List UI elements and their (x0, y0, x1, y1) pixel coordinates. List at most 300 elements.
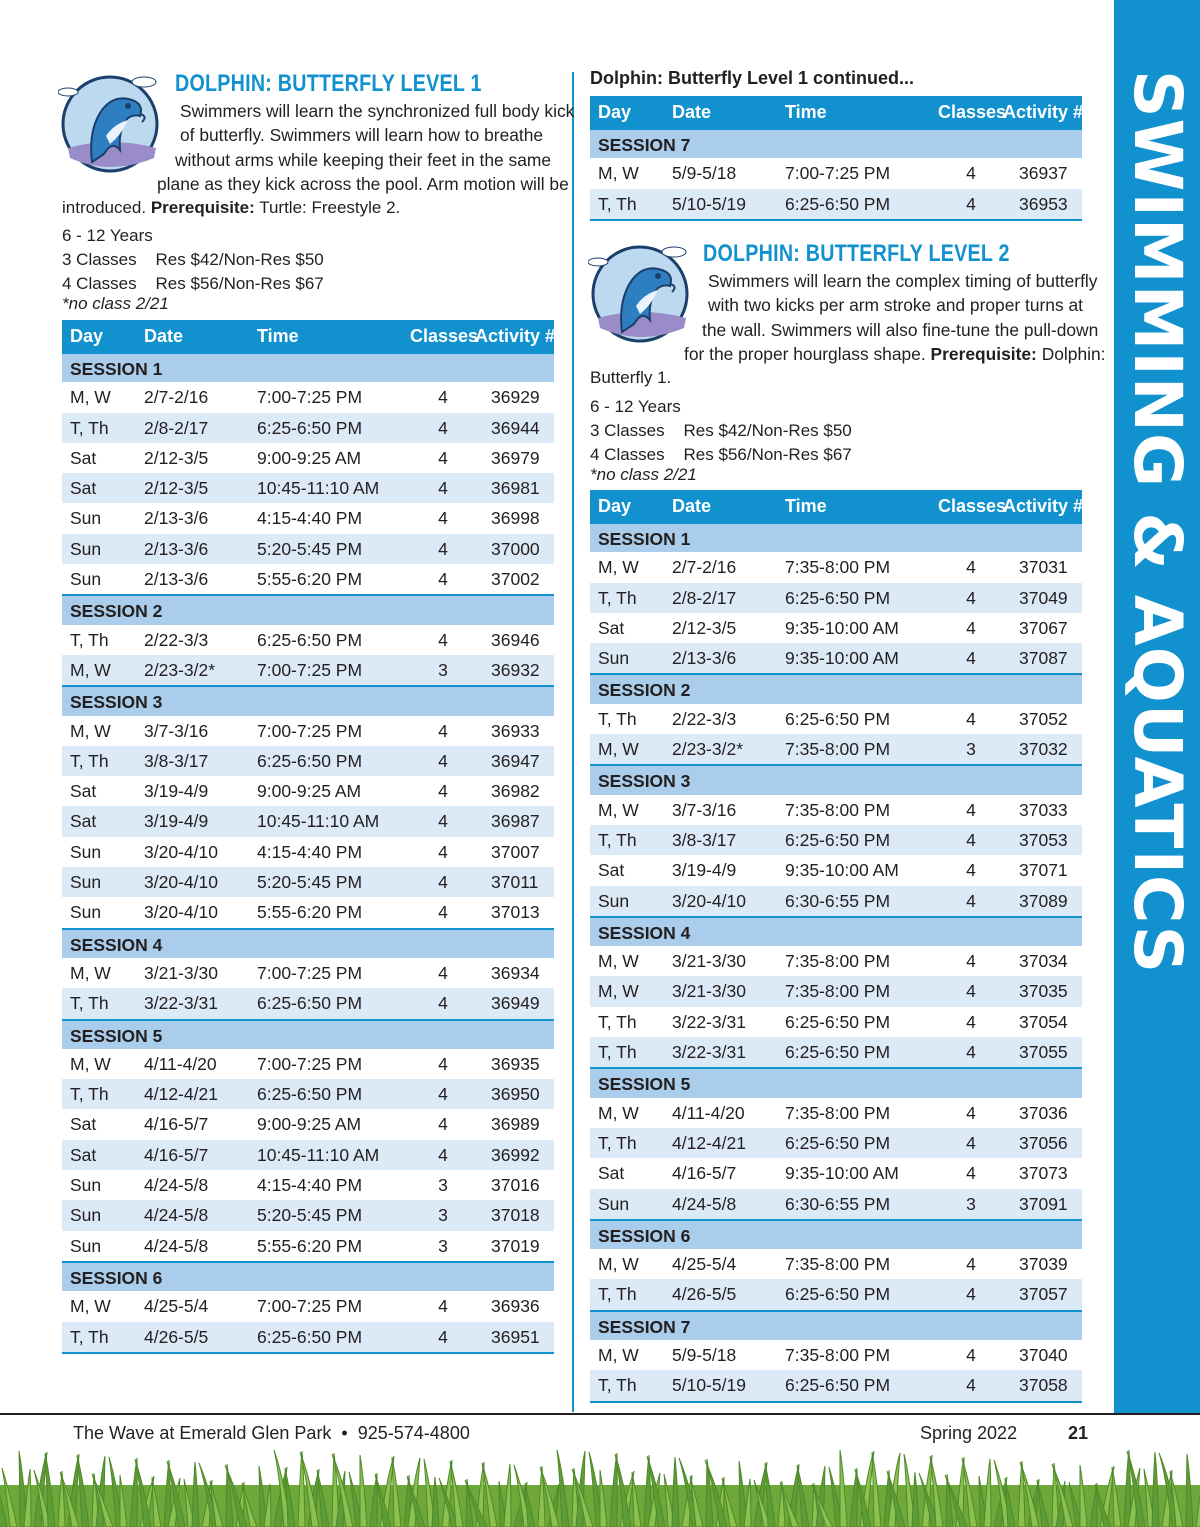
cell-time: 7:35-8:00 PM (785, 799, 891, 820)
table-row (62, 443, 554, 473)
cell-activity: 36982 (491, 781, 540, 802)
cell-day: T, Th (70, 1084, 109, 1105)
cell-date: 4/16-5/7 (144, 1144, 209, 1165)
cell-day: Sun (70, 902, 102, 923)
cell-day: Sat (70, 781, 97, 802)
cell-day: T, Th (598, 1011, 637, 1032)
side-banner (1114, 70, 1200, 975)
header-day: Day (70, 326, 104, 346)
table-row (590, 1098, 1082, 1128)
cell-activity: 37091 (1019, 1193, 1068, 1214)
cell-day: Sun (70, 872, 102, 893)
session-label: SESSION 4 (70, 934, 163, 955)
cell-day: Sat (598, 1163, 625, 1184)
cell-date: 4/11-4/20 (144, 1053, 217, 1074)
cell-activity: 36998 (491, 508, 540, 529)
cell-classes: 4 (438, 872, 448, 893)
cell-date: 3/21-3/30 (144, 962, 218, 983)
cell-date: 2/12-3/5 (144, 447, 209, 468)
cell-activity: 37067 (1019, 617, 1068, 638)
cell-day: M, W (598, 557, 639, 578)
footer-venue-phone: The Wave at Emerald Glen Park • 925-574-4800 (73, 1423, 470, 1443)
cell-time: 9:35-10:00 AM (785, 648, 899, 669)
cell-classes: 4 (966, 1132, 976, 1153)
cell-time: 9:35-10:00 AM (785, 1163, 899, 1184)
cell-date: 3/21-3/30 (672, 951, 746, 972)
cell-day: M, W (598, 1345, 639, 1366)
session-row (62, 1261, 554, 1291)
session-label: SESSION 7 (598, 135, 691, 155)
table-row (590, 734, 1082, 764)
table-header-row (590, 490, 1082, 522)
cell-date: 4/24-5/8 (144, 1175, 209, 1196)
level2-description (680, 269, 1106, 366)
table-row (62, 503, 554, 533)
session-row (62, 685, 554, 715)
cell-day: T, Th (598, 1375, 637, 1396)
cell-time: 6:25-6:50 PM (785, 1042, 891, 1063)
column-divider (572, 72, 574, 1412)
level1-description (150, 99, 575, 196)
table-row (62, 625, 554, 655)
level1-pricing (62, 224, 324, 312)
cell-date: 4/16-5/7 (144, 1114, 209, 1135)
grass-decoration (0, 1445, 1200, 1527)
cell-date: 4/12-4/21 (144, 1084, 218, 1105)
cell-date: 3/20-4/10 (672, 890, 746, 911)
cell-date: 2/13-3/6 (144, 538, 209, 559)
table-row (590, 946, 1082, 976)
cell-classes: 4 (438, 417, 448, 438)
cell-time: 7:35-8:00 PM (785, 951, 891, 972)
cell-activity: 37011 (491, 872, 539, 893)
cell-activity: 37055 (1019, 1042, 1068, 1063)
cell-classes: 4 (966, 1163, 976, 1184)
cell-classes: 4 (966, 1042, 976, 1063)
cell-time: 10:45-11:10 AM (257, 811, 380, 832)
cell-classes: 4 (966, 1345, 976, 1366)
dolphin-icon (58, 70, 163, 175)
table-row (62, 1049, 554, 1079)
cell-day: Sat (70, 447, 97, 468)
cell-activity: 37007 (491, 841, 540, 862)
cell-date: 5/10-5/19 (672, 193, 746, 214)
cell-activity: 37036 (1019, 1102, 1068, 1123)
prereq-text: Turtle: Freestyle 2. (254, 198, 401, 217)
cell-date: 5/9-5/18 (672, 163, 737, 184)
cell-activity: 37034 (1019, 951, 1068, 972)
table-row (590, 1340, 1082, 1370)
cell-classes: 4 (438, 538, 448, 559)
cell-activity: 37087 (1019, 648, 1068, 669)
desc-line: without arms while keeping their feet in the same (175, 149, 552, 170)
table-row (590, 1158, 1082, 1188)
table-row (590, 158, 1082, 188)
cell-date: 4/11-4/20 (672, 1102, 745, 1123)
cell-classes: 4 (438, 508, 448, 529)
cell-classes: 4 (966, 799, 976, 820)
cell-activity: 36949 (491, 993, 540, 1014)
cell-classes: 4 (966, 1375, 976, 1396)
table-row (62, 564, 554, 594)
table-row (62, 897, 554, 927)
cell-day: T, Th (598, 1042, 637, 1063)
cell-classes: 4 (966, 163, 976, 184)
cell-time: 7:00-7:25 PM (257, 962, 363, 983)
cell-time: 4:15-4:40 PM (257, 841, 363, 862)
level2-pricing (590, 366, 852, 483)
cell-day: Sun (598, 648, 630, 669)
cell-classes: 4 (966, 981, 976, 1002)
header-activity: Activity # (475, 326, 556, 346)
cell-time: 6:30-6:55 PM (785, 890, 891, 911)
cell-classes: 4 (438, 902, 448, 923)
age-range: 6 - 12 Years (590, 397, 681, 416)
cell-classes: 4 (966, 193, 976, 214)
cell-activity: 36936 (491, 1296, 540, 1317)
cell-classes: 4 (438, 962, 448, 983)
table-row (590, 795, 1082, 825)
cell-time: 7:35-8:00 PM (785, 739, 891, 760)
cell-classes: 4 (438, 811, 448, 832)
cell-date: 3/19-4/9 (672, 860, 737, 881)
cell-classes: 3 (438, 659, 448, 680)
cell-activity: 36933 (491, 720, 540, 741)
header-day: Day (598, 496, 632, 516)
cell-day: M, W (598, 799, 639, 820)
cell-date: 3/22-3/31 (672, 1011, 746, 1032)
cell-classes: 4 (966, 1102, 976, 1123)
footer-season: Spring 2022 (920, 1423, 1018, 1443)
cell-day: Sun (598, 1193, 630, 1214)
cell-classes: 3 (966, 739, 976, 760)
desc-line: Swimmers will learn the synchronized full body kick (180, 101, 575, 121)
no-class-note: *no class 2/21 (590, 465, 697, 484)
cell-activity: 37056 (1019, 1132, 1068, 1153)
cell-date: 3/8-3/17 (672, 829, 737, 850)
cell-day: M, W (598, 739, 639, 760)
table-row (590, 189, 1082, 221)
table-row (590, 886, 1082, 916)
table-row (590, 1249, 1082, 1279)
cell-activity: 37058 (1019, 1375, 1068, 1396)
cell-date: 3/22-3/31 (144, 993, 218, 1014)
cell-time: 7:00-7:25 PM (257, 1296, 363, 1317)
cell-classes: 4 (438, 993, 448, 1014)
session-label: SESSION 4 (598, 922, 691, 943)
cell-activity: 37073 (1019, 1163, 1068, 1184)
prereq-label: Prerequisite: (150, 198, 255, 217)
cell-classes: 4 (438, 1053, 448, 1074)
session-row (62, 352, 554, 382)
cell-time: 5:55-6:20 PM (257, 902, 363, 923)
cell-activity: 37013 (491, 902, 540, 923)
table-row (62, 716, 554, 746)
session-row (590, 673, 1082, 703)
cell-classes: 4 (438, 629, 448, 650)
cell-date: 3/20-4/10 (144, 872, 218, 893)
cell-time: 7:35-8:00 PM (785, 1254, 891, 1275)
table-row (62, 806, 554, 836)
table-row (62, 382, 554, 412)
session-row (590, 916, 1082, 946)
prereq-label: Prerequisite: (930, 343, 1037, 364)
cell-classes: 4 (438, 1296, 448, 1317)
session-label: SESSION 2 (70, 601, 163, 622)
cell-activity: 37032 (1019, 739, 1068, 760)
cell-time: 6:25-6:50 PM (785, 1011, 891, 1032)
page-number: 21 (1068, 1423, 1089, 1443)
cell-date: 3/21-3/30 (672, 981, 746, 1002)
cell-date: 4/25-5/4 (672, 1254, 737, 1275)
level1-schedule-table (62, 320, 554, 1354)
cell-time: 7:00-7:25 PM (257, 659, 363, 680)
price-3-classes: 3 Classes Res $42/Non-Res $50 (62, 250, 324, 269)
cell-time: 6:25-6:50 PM (785, 587, 891, 608)
header-classes: Classes (938, 496, 1007, 516)
cell-day: Sun (70, 1175, 102, 1196)
cell-time: 6:25-6:50 PM (257, 750, 363, 771)
table-row (590, 613, 1082, 643)
prereq-text: Dolphin: (1036, 343, 1106, 364)
cell-date: 2/7-2/16 (144, 387, 209, 408)
table-row (590, 976, 1082, 1006)
cell-activity: 36987 (491, 811, 540, 832)
cell-classes: 4 (438, 1114, 448, 1135)
header-classes: Classes (938, 102, 1007, 122)
session-label: SESSION 2 (598, 680, 691, 701)
cell-date: 2/23-3/2* (672, 739, 744, 760)
cell-classes: 4 (966, 617, 976, 638)
table-row (62, 1291, 554, 1321)
cell-activity: 37002 (491, 569, 540, 590)
cell-classes: 3 (438, 1205, 448, 1226)
cell-classes: 4 (438, 841, 448, 862)
level2-title: DOLPHIN: BUTTERFLY LEVEL 2 (703, 240, 1010, 267)
cell-activity: 37033 (1019, 799, 1068, 820)
table-row (62, 1170, 554, 1200)
cell-activity: 36929 (491, 387, 540, 408)
cell-time: 6:25-6:50 PM (785, 1284, 891, 1305)
cell-day: Sun (70, 569, 102, 590)
desc-line: plane as they kick across the pool. Arm motion will be (157, 173, 569, 194)
table-row (590, 1370, 1082, 1402)
cell-time: 6:25-6:50 PM (257, 629, 363, 650)
cell-date: 2/13-3/6 (672, 648, 737, 669)
cell-date: 4/26-5/5 (672, 1284, 737, 1305)
cell-activity: 36934 (491, 962, 540, 983)
cell-day: T, Th (70, 629, 109, 650)
price-4-classes: 4 Classes Res $56/Non-Res $67 (62, 274, 324, 293)
dolphin-icon (588, 240, 693, 345)
cell-date: 4/26-5/5 (144, 1326, 209, 1347)
cell-activity: 36937 (1019, 163, 1068, 184)
table-row (62, 413, 554, 443)
cell-date: 2/7-2/16 (672, 557, 737, 578)
desc-line-end: Butterfly 1. (590, 368, 672, 387)
cell-classes: 3 (438, 1235, 448, 1256)
cell-day: M, W (70, 1053, 111, 1074)
header-date: Date (672, 496, 712, 516)
cell-time: 9:00-9:25 AM (257, 1114, 362, 1135)
cell-classes: 4 (438, 1084, 448, 1105)
session-label: SESSION 7 (598, 1316, 691, 1337)
cell-day: Sun (70, 538, 102, 559)
cell-activity: 36935 (491, 1053, 540, 1074)
cell-day: Sat (598, 860, 625, 881)
cell-activity: 37031 (1019, 557, 1068, 578)
cell-date: 3/22-3/31 (672, 1042, 746, 1063)
table-row (590, 1007, 1082, 1037)
cell-time: 6:25-6:50 PM (785, 193, 891, 214)
cell-day: T, Th (598, 1132, 637, 1153)
cell-classes: 4 (438, 478, 448, 499)
cell-time: 7:35-8:00 PM (785, 557, 891, 578)
cell-classes: 4 (438, 1144, 448, 1165)
cell-date: 3/7-3/16 (144, 720, 209, 741)
cell-activity: 37089 (1019, 890, 1068, 911)
cell-activity: 37071 (1019, 860, 1068, 881)
cell-time: 6:25-6:50 PM (785, 829, 891, 850)
cell-day: T, Th (598, 193, 637, 214)
cell-time: 7:35-8:00 PM (785, 1102, 891, 1123)
table-row (62, 1322, 554, 1354)
cell-day: T, Th (598, 587, 637, 608)
cell-day: Sat (70, 811, 97, 832)
header-date: Date (144, 326, 184, 346)
table-row (62, 1140, 554, 1170)
no-class-note: *no class 2/21 (62, 294, 169, 313)
cell-time: 10:45-11:10 AM (257, 1144, 380, 1165)
cell-day: M, W (70, 659, 111, 680)
table-row (62, 988, 554, 1018)
price-3-classes: 3 Classes Res $42/Non-Res $50 (590, 421, 852, 440)
cell-activity: 37053 (1019, 829, 1068, 850)
cell-time: 6:25-6:50 PM (257, 993, 363, 1014)
side-banner-text: SWIMMING & AQUATICS (1119, 70, 1196, 975)
cell-activity: 37040 (1019, 1345, 1068, 1366)
table-row (590, 583, 1082, 613)
session-row (62, 1019, 554, 1049)
session-label: SESSION 5 (598, 1074, 691, 1095)
header-classes: Classes (410, 326, 479, 346)
cell-time: 5:55-6:20 PM (257, 1235, 363, 1256)
cell-time: 7:00-7:25 PM (257, 387, 363, 408)
cell-day: T, Th (70, 417, 109, 438)
cell-time: 4:15-4:40 PM (257, 508, 363, 529)
cell-activity: 37016 (491, 1175, 540, 1196)
header-time: Time (785, 496, 827, 516)
cell-time: 6:30-6:55 PM (785, 1193, 891, 1214)
cell-activity: 36992 (491, 1144, 540, 1165)
cell-date: 3/8-3/17 (144, 750, 209, 771)
session-row (62, 928, 554, 958)
cell-activity: 37039 (1019, 1254, 1068, 1275)
cell-classes: 4 (438, 1326, 448, 1347)
table-row (62, 837, 554, 867)
cell-time: 5:20-5:45 PM (257, 538, 363, 559)
cell-classes: 4 (438, 569, 448, 590)
cell-day: Sat (598, 617, 625, 638)
session-row (590, 128, 1082, 158)
cell-classes: 4 (966, 1011, 976, 1032)
cell-day: T, Th (598, 1284, 637, 1305)
header-time: Time (785, 102, 827, 122)
cell-time: 7:35-8:00 PM (785, 981, 891, 1002)
cell-time: 6:25-6:50 PM (785, 1375, 891, 1396)
cell-date: 5/10-5/19 (672, 1375, 746, 1396)
session-label: SESSION 3 (598, 771, 691, 792)
cell-time: 5:20-5:45 PM (257, 872, 363, 893)
level1-continued-table (590, 96, 1082, 221)
cell-day: M, W (598, 163, 639, 184)
table-row (62, 1109, 554, 1139)
cell-date: 2/13-3/6 (144, 569, 209, 590)
cell-day: M, W (598, 951, 639, 972)
desc-line: of butterfly. Swimmers will learn how to breathe (180, 125, 544, 146)
cell-date: 4/12-4/21 (672, 1132, 746, 1153)
cell-activity: 36946 (491, 629, 540, 650)
cell-activity: 36932 (491, 659, 540, 680)
level1-title: DOLPHIN: BUTTERFLY LEVEL 1 (175, 70, 482, 97)
cell-activity: 37035 (1019, 981, 1068, 1002)
cell-classes: 4 (438, 387, 448, 408)
cell-activity: 37049 (1019, 587, 1068, 608)
cell-date: 2/8-2/17 (144, 417, 209, 438)
cell-time: 6:25-6:50 PM (785, 708, 891, 729)
level1-prerequisite-line (62, 196, 400, 220)
cell-classes: 3 (438, 1175, 448, 1196)
session-row (590, 522, 1082, 552)
cell-date: 3/7-3/16 (672, 799, 737, 820)
cell-day: Sat (70, 478, 97, 499)
cell-activity: 37019 (491, 1235, 540, 1256)
session-label: SESSION 3 (70, 692, 163, 713)
cell-day: Sun (70, 1235, 102, 1256)
cell-date: 4/24-5/8 (672, 1193, 737, 1214)
table-row (590, 825, 1082, 855)
session-row (590, 1219, 1082, 1249)
table-row (590, 1037, 1082, 1067)
cell-classes: 4 (966, 557, 976, 578)
cell-time: 7:35-8:00 PM (785, 1345, 891, 1366)
cell-activity: 37054 (1019, 1011, 1068, 1032)
table-row (62, 1079, 554, 1109)
desc-line: for the proper hourglass shape. (684, 343, 931, 364)
cell-day: M, W (70, 387, 111, 408)
cell-time: 7:00-7:25 PM (257, 1053, 363, 1074)
cell-classes: 4 (966, 648, 976, 669)
session-label: SESSION 5 (70, 1025, 163, 1046)
cell-day: M, W (70, 962, 111, 983)
cell-activity: 36950 (491, 1084, 540, 1105)
cell-day: T, Th (70, 1326, 109, 1347)
cell-time: 9:00-9:25 AM (257, 781, 362, 802)
level1-continued-title: Dolphin: Butterfly Level 1 continued... (590, 68, 915, 88)
cell-activity: 36989 (491, 1114, 540, 1135)
cell-day: Sat (70, 1144, 97, 1165)
desc-line: with two kicks per arm stroke and proper turns at (708, 295, 1084, 316)
cell-day: T, Th (598, 708, 637, 729)
cell-date: 3/20-4/10 (144, 902, 218, 923)
cell-activity: 37057 (1019, 1284, 1068, 1305)
cell-activity: 36979 (491, 447, 540, 468)
cell-classes: 4 (438, 720, 448, 741)
desc-line: the wall. Swimmers will also fine-tune the pull-down (702, 319, 1099, 340)
cell-day: M, W (598, 1102, 639, 1123)
table-row (62, 534, 554, 564)
cell-date: 4/16-5/7 (672, 1163, 737, 1184)
